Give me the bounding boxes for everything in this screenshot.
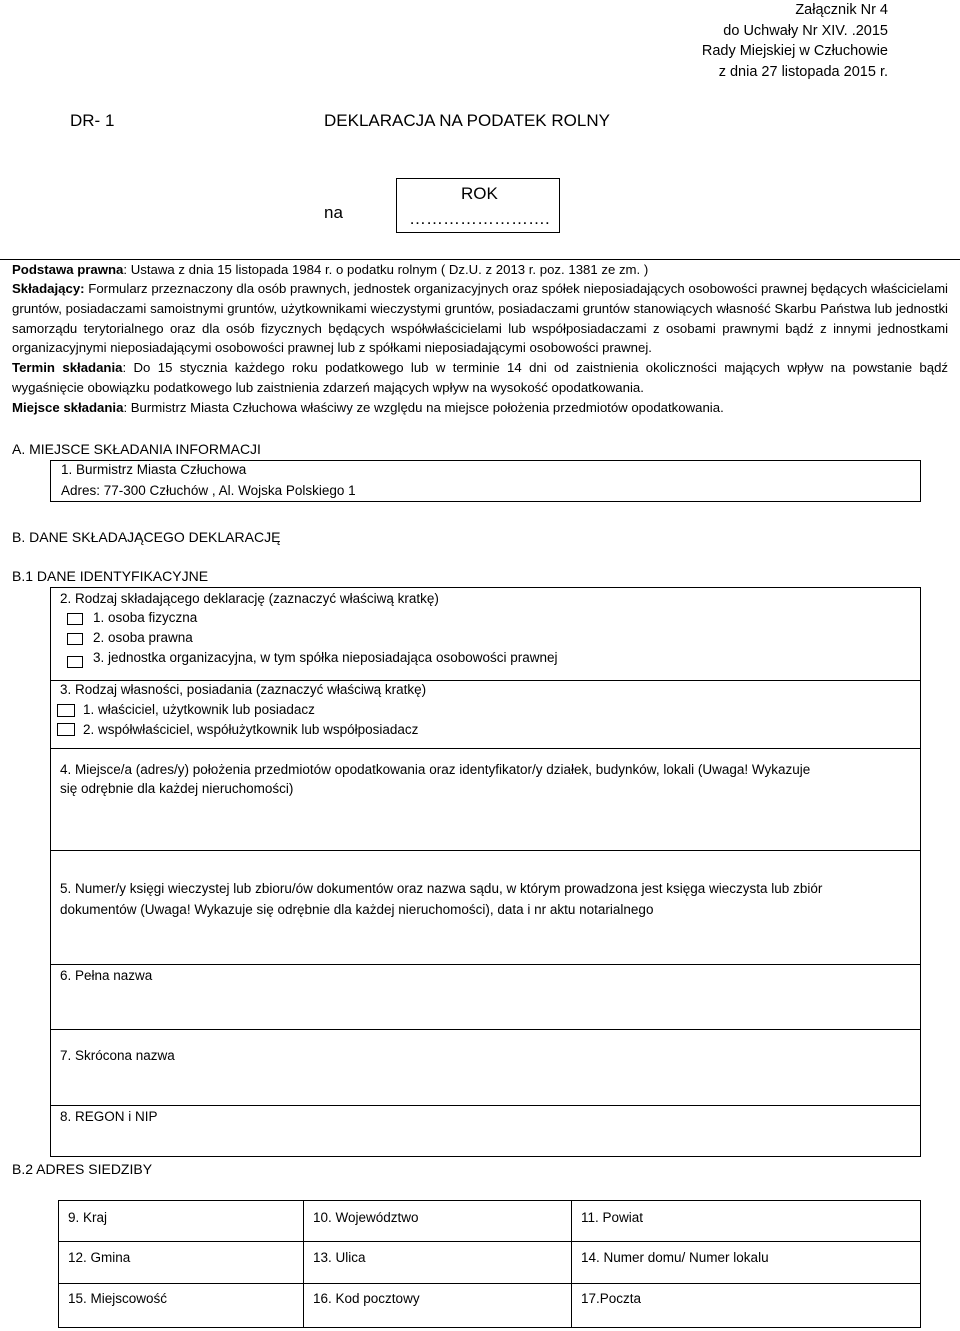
section-a-box [50,460,921,502]
field-4-line-1[interactable]: 4. Miejsce/a (adres/y) położenia przedmiotów opodatkowania oraz identyfikator/y działek, budynków, lokali (Uwaga! Wykazuje [60,762,811,777]
option-natural-person: 1. osoba fizyczna [93,610,198,625]
field-7-short-name[interactable]: 7. Skrócona nazwa [60,1048,175,1063]
na-label: na [324,203,343,222]
option-organizational-unit: 3. jednostka organizacyjna, w tym spółka nieposiadająca osobowości prawnej [93,650,558,665]
divider [303,1201,304,1327]
field-4-line-2: się odrębnie dla każdej nieruchomości) [60,781,294,796]
field-11-county[interactable]: 11. Powiat [581,1210,644,1225]
divider [51,1105,920,1106]
annex-line-3: Rady Miejskiej w Człuchowie [701,43,888,59]
address-table [58,1200,921,1328]
divider [51,748,920,749]
deadline-label: Termin składania [12,360,123,376]
field-1-authority: 1. Burmistrz Miasta Człuchowa [61,462,247,477]
legal-basis-text: : Ustawa z dnia 15 listopada 1984 r. o podatku rolnym ( Dz.U. z 2013 r. poz. 1381 ze zm. ) [123,262,649,277]
deadline-paragraph [12,358,948,398]
option-co-owner: 2. współwłaściciel, współużytkownik lub współposiadacz [83,722,419,737]
field-2-label: 2. Rodzaj składającego deklarację (zaznaczyć właściwą kratkę) [60,591,439,606]
form-code: DR- 1 [70,111,115,130]
section-b1-box [50,587,921,1157]
field-3-label: 3. Rodzaj własności, posiadania (zaznaczyć właściwą kratkę) [60,682,427,697]
field-17-post-office[interactable]: 17.Poczta [581,1291,642,1306]
divider [51,1029,920,1030]
annex-line-1: Załącznik Nr 4 [795,2,888,18]
section-b-title: B. DANE SKŁADAJĄCEGO DEKLARACJĘ [12,529,281,545]
intro-text [12,279,948,418]
header-divider [0,259,960,260]
checkbox-organizational-unit[interactable] [67,656,83,668]
legal-basis-label: Podstawa prawna [12,262,124,277]
year-label: ROK [461,184,498,203]
year-field[interactable]: ……………………. [409,209,550,228]
divider [51,680,920,681]
year-box[interactable] [396,178,560,233]
place-label: Miejsce składania [12,399,124,415]
field-15-city[interactable]: 15. Miejscowość [68,1291,168,1306]
section-a-title: A. MIEJSCE SKŁADANIA INFORMACJI [12,441,261,457]
field-13-street[interactable]: 13. Ulica [313,1250,366,1265]
option-owner: 1. właściciel, użytkownik lub posiadacz [83,702,315,717]
checkbox-co-owner[interactable] [57,723,75,736]
field-10-voivodeship[interactable]: 10. Województwo [313,1210,419,1225]
field-1-address: Adres: 77-300 Człuchów , Al. Wojska Polskiego 1 [61,483,356,498]
place-text: : Burmistrz Miasta Człuchowa właściwy ze względu na miejsce położenia przedmiotów opodatkowania. [123,399,724,415]
option-legal-person: 2. osoba prawna [93,630,193,645]
checkbox-legal-person[interactable] [67,633,83,645]
field-14-house-number[interactable]: 14. Numer domu/ Numer lokalu [581,1250,769,1265]
field-5-line-2: dokumentów (Uwaga! Wykazuje się odrębnie dla każdej nieruchomości), data i nr aktu notarialnego [60,902,654,917]
section-b1-title: B.1 DANE IDENTYFIKACYJNE [12,568,209,584]
submitter-paragraph [12,279,948,358]
field-6-full-name[interactable]: 6. Pełna nazwa [60,968,153,983]
checkbox-natural-person[interactable] [67,613,83,625]
section-b2-title: B.2 ADRES SIEDZIBY [12,1161,153,1177]
legal-basis [12,262,648,277]
field-9-country[interactable]: 9. Kraj [68,1210,108,1225]
field-5-line-1[interactable]: 5. Numer/y księgi wieczystej lub zbioru/ów dokumentów oraz nazwa sądu, w którym prowadzona jest księga wieczysta lub zbiór [60,881,823,896]
field-12-municipality[interactable]: 12. Gmina [68,1250,131,1265]
deadline-text: : Do 15 stycznia każdego roku podatkowego lub w terminie 14 dni od zaistnienia okoliczności mających wpływ na powstanie bądź wygaśnięcie obowiązku podatkowego lub zaistnienia zdarzeń mających wpływ na wysokość opodatkowania. [12,360,949,395]
divider [571,1201,572,1327]
submitter-text: Formularz przeznaczony dla osób prawnych, jednostek organizacyjnych oraz spółek nieposiadających osobowości prawnej będących właścicielami gruntów, posiadaczami samoistnymi gruntów, użytkownikami wieczystymi gruntów, posiadaczami gruntów stanowiących własność Skarbu Państwa lub jednostki samorządu terytorialnego oraz dla osób fizycznych będących współwłaścicielami lub współposiadaczami z osobami prawnymi bądź z innymi jednostkami organizacyjnymi nieposiadającymi osobowości prawnej lub z spółkami nieposiadającymi osobowości prawnej. [12,281,948,356]
annex-line-4: z dnia 27 listopada 2015 r. [718,63,888,80]
annex-line-2: do Uchwały Nr XIV. .2015 [723,22,888,39]
checkbox-owner[interactable] [57,704,75,717]
submitter-label: Składający: [12,281,85,296]
field-16-postal-code[interactable]: 16. Kod pocztowy [313,1291,420,1306]
annex-note [702,0,888,82]
divider [51,850,920,851]
divider [51,964,920,965]
place-paragraph [12,398,948,418]
divider [59,1241,920,1242]
divider [59,1283,920,1284]
form-title: DEKLARACJA NA PODATEK ROLNY [324,111,610,130]
field-8-regon-nip[interactable]: 8. REGON i NIP [60,1109,158,1124]
